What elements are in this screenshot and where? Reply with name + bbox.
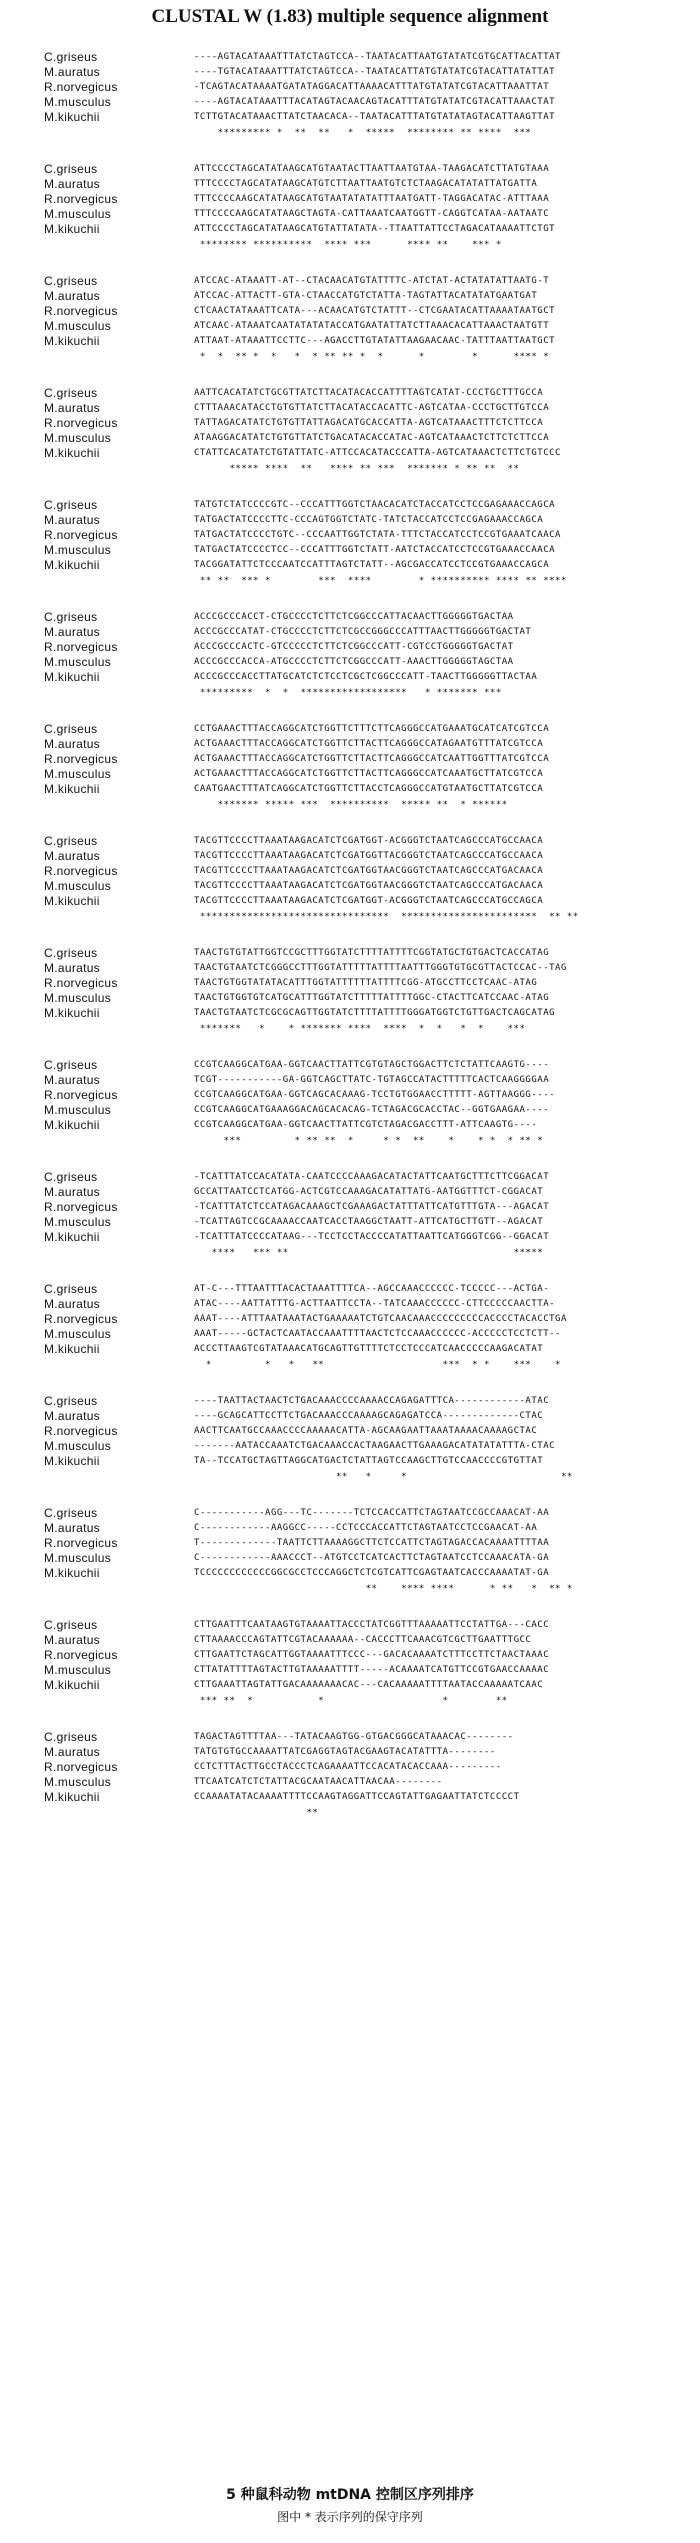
sequence-row	[44, 1730, 694, 1745]
sequence-row	[44, 1536, 694, 1551]
sequence-row	[44, 110, 694, 125]
sequence-row	[44, 334, 694, 349]
sequence-row	[44, 95, 694, 110]
alignment-block	[44, 1506, 694, 1598]
alignment-block	[44, 834, 694, 926]
sequence-text: C------------AAACCCT--ATGTCCTCATCACTTCTAGTAATCCTCCAAACATA-GA	[194, 1553, 550, 1563]
sequence-text: TAACTGTGGTATATACATTTGGTATTTTTTATTTTCGG-ATGCCTTCCTCAAC-ATAG	[194, 978, 538, 988]
species-name: M.auratus	[44, 1185, 101, 1199]
sequence-row	[44, 1327, 694, 1342]
sequence-text: TAACTGTAATCTCGCGCAGTTGGTATCTTTTATTTTGGGATGGTCTGTTGACTCAGCATAG	[194, 1008, 556, 1018]
figure-caption: 5 种鼠科动物 mtDNA 控制区序列排序	[226, 2487, 474, 2503]
alignment-title: CLUSTAL W (1.83) multiple sequence alignment	[151, 6, 549, 27]
alignment-block	[44, 722, 694, 814]
sequence-row	[44, 1409, 694, 1424]
sequence-row	[44, 1745, 694, 1760]
sequence-text: C------------AAGGCC-----CCTCCCACCATTCTAGTAATCCTCCGAACAT-AA	[194, 1523, 538, 1533]
sequence-text: ATTCCCCTAGCATATAAGCATGTATTATATA--TTAATTATTCCTAGACATAAAATTCTGT	[194, 224, 556, 234]
species-name: M.musculus	[44, 1103, 112, 1117]
species-name: M.kikuchii	[44, 222, 100, 236]
sequence-row	[44, 1230, 694, 1245]
sequence-text: ----AGTACATAAATTTATCTAGTCCA--TAATACATTAATGTATATCGTGCATTACATTAT	[194, 52, 561, 62]
sequence-row	[44, 1775, 694, 1790]
sequence-text: TTTCCCCAAGCATATAAGCTAGTA-CATTAAATCAATGGTT-CAGGTCATAA-AATAATC	[194, 209, 550, 219]
sequence-row	[44, 319, 694, 334]
sequence-text: ATAAGGACATATCTGTGTTATCTGACATACACCATAC-AGTCATAAACTCTTCTCTTCCA	[194, 433, 550, 443]
conservation-line: **	[194, 1808, 319, 1818]
alignment-block	[44, 386, 694, 478]
species-name: M.auratus	[44, 1073, 101, 1087]
species-name: M.musculus	[44, 95, 112, 109]
species-name: R.norvegicus	[44, 1312, 118, 1326]
species-name: M.musculus	[44, 1775, 112, 1789]
sequence-text: T-------------TAATTCTTAAAAGGCTTCTCCATTCTAGTAGACCACAAAATTTTAA	[194, 1538, 550, 1548]
sequence-text: AAAT-----GCTACTCAATACCAAATTTTAACTCTCCAAACCCCCC-ACCCCCTCCTCTT--	[194, 1329, 561, 1339]
sequence-text: TATGACTATCCCCTGTC--CCCAATTGGTCTATA-TTTCTACCATCCTCCGTGAAATCAACA	[194, 530, 561, 540]
sequence-text: CCGTCAAGGCATGAAAGGACAGCACACAG-TCTAGACGCACCTAC--GGTGAAGAA----	[194, 1105, 550, 1115]
sequence-text: CTTATATTTTAGTACTTGTAAAAATTTT-----ACAAAATCATGTTCCGTGAACCAAAAC	[194, 1665, 550, 1675]
sequence-text: ATCCAC-ATAAATT-AT--CTACAACATGTATTTTC-ATCTAT-ACTATATATTAATG-T	[194, 276, 550, 286]
sequence-text: ATCCAC-ATTACTT-GTA-CTAACCATGTCTATTA-TAGTATTACATATATGAATGAT	[194, 291, 538, 301]
sequence-text: TAACTGTGTATTGGTCCGCTTTGGTATCTTTTATTTTCGGTATGCTGTGACTCACCATAG	[194, 948, 550, 958]
sequence-row	[44, 1633, 694, 1648]
species-name: M.kikuchii	[44, 334, 100, 348]
sequence-row	[44, 1215, 694, 1230]
species-name: M.kikuchii	[44, 1566, 100, 1580]
sequence-row	[44, 222, 694, 237]
species-name: M.musculus	[44, 767, 112, 781]
alignment-block	[44, 50, 694, 142]
sequence-text: -------AATACCAAATCTGACAAACCACTAAGAACTTGAAAGACATATATATTTA-CTAC	[194, 1441, 556, 1451]
species-name: M.auratus	[44, 65, 101, 79]
species-name: R.norvegicus	[44, 416, 118, 430]
alignment-block	[44, 162, 694, 254]
species-name: C.griseus	[44, 162, 98, 176]
alignment-block	[44, 1170, 694, 1262]
sequence-text: TACGGATATTCTCCCAATCCATTTAGTCTATT--AGCGACCATCCTCCGTGAAACCAGCA	[194, 560, 550, 570]
alignment-block	[44, 946, 694, 1038]
species-name: R.norvegicus	[44, 192, 118, 206]
species-name: R.norvegicus	[44, 1760, 118, 1774]
sequence-row	[44, 401, 694, 416]
sequence-text: CCAAAATATACAAAATTTTCCAAGTAGGATTCCAGTATTGAGAATTATCTCCCCT	[194, 1792, 520, 1802]
sequence-row	[44, 446, 694, 461]
sequence-row	[44, 1282, 694, 1297]
sequence-text: TATGTCTATCCCCGTC--CCCATTTGGTCTAACACATCTACCATCCTCCGAGAAACCAGCA	[194, 500, 556, 510]
species-name: M.kikuchii	[44, 1118, 100, 1132]
sequence-text: ACTGAAACTTTACCAGGCATCTGGTTCTTACTTCAGGGCCATCAAATGCTTATCGTCCA	[194, 769, 544, 779]
conservation-line: ******************************** *********************** ** **	[194, 912, 579, 922]
sequence-row	[44, 1297, 694, 1312]
sequence-text: -TCATTTATCTCCATAGACAAAGCTCGAAAGACTATTTATTCATGTTTGTA---AGACAT	[194, 1202, 550, 1212]
alignment-block	[44, 1282, 694, 1374]
sequence-text: CTCAACTATAAATTCATA---ACAACATGTCTATTT--CTCGAATACATTAAAATAATGCT	[194, 306, 556, 316]
sequence-row	[44, 976, 694, 991]
sequence-row	[44, 1058, 694, 1073]
sequence-row	[44, 1551, 694, 1566]
conservation-line: ** ** *** * *** **** * ********** **** ** ****	[194, 576, 567, 586]
conservation-line: ** * * **	[194, 1472, 573, 1482]
sequence-row	[44, 722, 694, 737]
species-name: M.musculus	[44, 655, 112, 669]
species-name: M.kikuchii	[44, 782, 100, 796]
species-name: R.norvegicus	[44, 80, 118, 94]
sequence-row	[44, 304, 694, 319]
sequence-text: TTTCCCCTAGCATATAAGCATGTCTTAATTAATGTCTCTAAGACATATATTATGATTA	[194, 179, 538, 189]
sequence-row	[44, 1506, 694, 1521]
sequence-row	[44, 1663, 694, 1678]
species-name: M.auratus	[44, 1409, 101, 1423]
sequence-row	[44, 1103, 694, 1118]
sequence-text: TATGACTATCCCCTTC-CCCAGTGGTCTATC-TATCTACCATCCTCCGAGAAACCAGCA	[194, 515, 544, 525]
species-name: M.auratus	[44, 1297, 101, 1311]
sequence-text: CCTCTTTACTTGCCTACCCTCAGAAAATTCCACATACACCAAA---------	[194, 1762, 502, 1772]
figure-note: 图中 * 表示序列的保守序列	[277, 2510, 423, 2524]
sequence-row	[44, 1439, 694, 1454]
sequence-row	[44, 767, 694, 782]
conservation-line: ***** **** ** **** ** *** ******* * ** ** **	[194, 464, 520, 474]
sequence-text: CCGTCAAGGCATGAA-GGTCAACTTATTCGTCTAGACGACCTTT-ATTCAAGTG----	[194, 1120, 538, 1130]
sequence-text: TCGT-----------GA-GGTCAGCTTATC-TGTAGCCATACTTTTTCACTCAAGGGGAA	[194, 1075, 550, 1085]
sequence-row	[44, 1342, 694, 1357]
sequence-row	[44, 625, 694, 640]
species-name: M.auratus	[44, 737, 101, 751]
alignment-block	[44, 1058, 694, 1150]
sequence-text: CTTGAATTTCAATAAGTGTAAAATTACCCTATCGGTTTAAAAATTCCTATTGA---CACC	[194, 1620, 550, 1630]
sequence-row	[44, 610, 694, 625]
alignment-block	[44, 498, 694, 590]
species-name: M.auratus	[44, 625, 101, 639]
sequence-text: CAATGAACTTTATCAGGCATCTGGTTCTTACCTCAGGGCCATGTAATGCTTATCGTCCA	[194, 784, 544, 794]
species-name: M.auratus	[44, 1633, 101, 1647]
sequence-row	[44, 207, 694, 222]
conservation-line: *** * ** ** * * * ** * * * * ** *	[194, 1136, 544, 1146]
species-name: M.musculus	[44, 1551, 112, 1565]
species-name: M.auratus	[44, 401, 101, 415]
sequence-row	[44, 50, 694, 65]
alignment-block	[44, 1618, 694, 1710]
species-name: R.norvegicus	[44, 864, 118, 878]
sequence-row	[44, 1566, 694, 1581]
sequence-row	[44, 1760, 694, 1775]
sequence-row	[44, 961, 694, 976]
sequence-row	[44, 1454, 694, 1469]
sequence-row	[44, 1618, 694, 1633]
alignment-block	[44, 1394, 694, 1486]
alignment-block	[44, 1730, 694, 1822]
species-name: M.musculus	[44, 1663, 112, 1677]
sequence-row	[44, 752, 694, 767]
species-name: C.griseus	[44, 1618, 98, 1632]
species-name: C.griseus	[44, 1506, 98, 1520]
species-name: M.auratus	[44, 1745, 101, 1759]
sequence-text: TACGTTCCCCTTAAATAAGACATCTCGATGGTAACGGGTCTAATCAGCCCATGACAACA	[194, 881, 544, 891]
species-name: M.musculus	[44, 319, 112, 333]
species-name: R.norvegicus	[44, 1648, 118, 1662]
sequence-row	[44, 991, 694, 1006]
species-name: R.norvegicus	[44, 1088, 118, 1102]
sequence-text: CCGTCAAGGCATGAA-GGTCAGCACAAAG-TCCTGTGGAACCTTTTT-AGTTAAGGG----	[194, 1090, 556, 1100]
sequence-row	[44, 946, 694, 961]
sequence-text: TATGACTATCCCCTCC--CCCATTTGGTCTATT-AATCTACCATCCTCCGTGAAACCAACA	[194, 545, 556, 555]
species-name: C.griseus	[44, 1394, 98, 1408]
sequence-text: TACGTTCCCCTTAAATAAGACATCTCGATGGTTACGGGTCTAATCAGCCCATGCCAACA	[194, 851, 544, 861]
species-name: R.norvegicus	[44, 1424, 118, 1438]
species-name: C.griseus	[44, 498, 98, 512]
sequence-text: ATTCCCCTAGCATATAAGCATGTAATACTTAATTAATGTAA-TAAGACATCTTATGTAAA	[194, 164, 550, 174]
sequence-text: -TCATTTATCCCCATAAG---TCCTCCTACCCCATATTAATTCATGGGTCGG--GGACAT	[194, 1232, 550, 1242]
species-name: C.griseus	[44, 50, 98, 64]
sequence-row	[44, 1185, 694, 1200]
species-name: M.auratus	[44, 289, 101, 303]
sequence-text: CTATTCACATATCTGTATTATC-ATTCCACATACCCATTA-AGTCATAAACTCTTCTGTCCC	[194, 448, 561, 458]
alignment-block	[44, 274, 694, 366]
species-name: C.griseus	[44, 1730, 98, 1744]
sequence-row	[44, 1521, 694, 1536]
sequence-text: TAACTGTGGTGTCATGCATTTGGTATCTTTTTATTTTGGC-CTACTTCATCCAAC-ATAG	[194, 993, 550, 1003]
sequence-text: AACTTCAATGCCAAACCCCAAAAACATTA-AGCAAGAATTAAATAAAACAAAAGCTAC	[194, 1426, 538, 1436]
sequence-row	[44, 640, 694, 655]
sequence-text: TCCCCCCCCCCCCGGCGCCTCCCAGGCTCTCGTCATTCGAGTAATCACCCAAAATAT-GA	[194, 1568, 550, 1578]
sequence-row	[44, 498, 694, 513]
sequence-text: AT-C---TTTAATTTACACTAAATTTTCA--AGCCAAACCCCCC-TCCCCC---ACTGA-	[194, 1284, 550, 1294]
sequence-text: ACCCGCCCACTC-GTCCCCCTCTTCTCGGCCCATT-CGTCCTGGGGGTGACTAT	[194, 642, 514, 652]
sequence-text: ACCCGCCCATAT-CTGCCCCTCTTCTCGCCGGGCCCATTTAACTTGGGGGTGACTAT	[194, 627, 532, 637]
sequence-row	[44, 528, 694, 543]
species-name: M.kikuchii	[44, 894, 100, 908]
species-name: R.norvegicus	[44, 976, 118, 990]
sequence-text: ATAC----AATTATTTG-ACTTAATTCCTA--TATCAAACCCCCC-CTTCCCCCAACTTA-	[194, 1299, 556, 1309]
conservation-line: **** *** ** *****	[194, 1248, 544, 1258]
sequence-text: TAGACTAGTTTTAA---TATACAAGTGG-GTGACGGGCATAAACAC--------	[194, 1732, 514, 1742]
sequence-row	[44, 416, 694, 431]
sequence-row	[44, 386, 694, 401]
alignment-blocks	[44, 50, 694, 1842]
species-name: C.griseus	[44, 834, 98, 848]
species-name: M.musculus	[44, 879, 112, 893]
species-name: M.kikuchii	[44, 558, 100, 572]
sequence-text: ACCCGCCCACCTTATGCATCTCTCCTCGCTCGGCCCATT-TAACTTGGGGGTTACTAA	[194, 672, 538, 682]
sequence-row	[44, 543, 694, 558]
sequence-text: TACGTTCCCCTTAAATAAGACATCTCGATGGT-ACGGGTCTAATCAGCCCATGCCAACA	[194, 836, 544, 846]
sequence-text: CTTGAATTCTAGCATTGGTAAAATTTCCC---GACACAAAATCTTTCCTTCTAACTAAAC	[194, 1650, 550, 1660]
sequence-row	[44, 864, 694, 879]
sequence-row	[44, 1006, 694, 1021]
species-name: M.auratus	[44, 961, 101, 975]
sequence-text: ACCCGCCCACCT-CTGCCCCTCTTCTCGGCCCATTACAACTTGGGGGTGACTAA	[194, 612, 514, 622]
sequence-row	[44, 655, 694, 670]
sequence-row	[44, 1118, 694, 1133]
sequence-row	[44, 1200, 694, 1215]
sequence-row	[44, 1424, 694, 1439]
sequence-row	[44, 431, 694, 446]
sequence-text: TCTTGTACATAAACTTATCTAACACA--TAATACATTTATGTATATAGTACATTAAGTTAT	[194, 112, 556, 122]
species-name: M.musculus	[44, 1439, 112, 1453]
conservation-line: ********* * ** ** * ***** ******** ** **** ***	[194, 128, 532, 138]
sequence-text: TTTCCCCAAGCATATAAGCATGTAATATATATTTAATGATT-TAGGACATAC-ATTTAAA	[194, 194, 550, 204]
species-name: M.musculus	[44, 543, 112, 557]
species-name: M.kikuchii	[44, 446, 100, 460]
sequence-text: TATTAGACATATCTGTGTTATTAGACATGCACCATTA-AGTCATAAACTTTCTCTTCCA	[194, 418, 544, 428]
conservation-line: *** ** * * * **	[194, 1696, 508, 1706]
sequence-row	[44, 274, 694, 289]
species-name: M.kikuchii	[44, 1454, 100, 1468]
species-name: M.kikuchii	[44, 1678, 100, 1692]
sequence-row	[44, 879, 694, 894]
species-name: M.musculus	[44, 431, 112, 445]
sequence-row	[44, 670, 694, 685]
sequence-row	[44, 1678, 694, 1693]
conservation-line: ********* * * ****************** * ******* ***	[194, 688, 502, 698]
sequence-text: AAAT----ATTTAATAAATACTGAAAAATCTGTCAACAAACCCCCCCCCACCCCTACACCTGA	[194, 1314, 567, 1324]
sequence-text: AATTCACATATCTGCGTTATCTTACATACACCATTTTAGTCATAT-CCCTGCTTTGCCA	[194, 388, 544, 398]
alignment-block	[44, 610, 694, 702]
sequence-row	[44, 834, 694, 849]
species-name: M.auratus	[44, 1521, 101, 1535]
sequence-row	[44, 894, 694, 909]
species-name: R.norvegicus	[44, 1200, 118, 1214]
species-name: M.auratus	[44, 513, 101, 527]
sequence-text: ----AGTACATAAATTTACATAGTACAACAGTACATTTATGTATATCGTACATTAAACTAT	[194, 97, 556, 107]
sequence-text: CTTGAAATTAGTATTGACAAAAAAACAC---CACAAAAATTTTAATACCAAAAATCAAC	[194, 1680, 544, 1690]
sequence-row	[44, 1648, 694, 1663]
sequence-row	[44, 1790, 694, 1805]
species-name: M.musculus	[44, 991, 112, 1005]
species-name: M.musculus	[44, 1327, 112, 1341]
species-name: R.norvegicus	[44, 1536, 118, 1550]
species-name: C.griseus	[44, 1282, 98, 1296]
species-name: M.kikuchii	[44, 1790, 100, 1804]
sequence-text: CTTAAAACCCAGTATTCGTACAAAAAA--CACCCTTCAAACGTCGCTTGAATTTGCC	[194, 1635, 532, 1645]
sequence-row	[44, 1312, 694, 1327]
conservation-line: * * * ** *** * * *** *	[194, 1360, 561, 1370]
sequence-text: CTTTAAACATACCTGTGTTATCTTACATACCACATTC-AGTCATAA-CCCTGCTTGTCCA	[194, 403, 550, 413]
conservation-line: * * ** * * * * ** ** * * * * **** *	[194, 352, 550, 362]
species-name: C.griseus	[44, 386, 98, 400]
species-name: M.kikuchii	[44, 110, 100, 124]
conservation-line: ******* ***** *** ********** ***** ** * ******	[194, 800, 508, 810]
sequence-text: C-----------AGG---TC-------TCTCCACCATTCTAGTAATCCGCCAAACAT-AA	[194, 1508, 550, 1518]
sequence-text: ATCAAC-ATAAATCAATATATATACCATGAATATTATCTTAAACACATTAAACTAATGTT	[194, 321, 550, 331]
sequence-text: ----GCAGCATTCCTTCTGACAAACCCAAAAGCAGAGATCCA-------------CTAC	[194, 1411, 544, 1421]
species-name: R.norvegicus	[44, 640, 118, 654]
sequence-row	[44, 80, 694, 95]
sequence-text: ACTGAAACTTTACCAGGCATCTGGTTCTTACTTCAGGGCCATCAATTGGTTTATCGTCCA	[194, 754, 550, 764]
sequence-text: TACGTTCCCCTTAAATAAGACATCTCGATGGTAACGGGTCTAATCAGCCCATGACAACA	[194, 866, 544, 876]
species-name: M.kikuchii	[44, 1230, 100, 1244]
sequence-text: -TCATTAGTCCGCAAAACCAATCACCTAAGGCTAATT-ATTCATGCTTGTT--AGACAT	[194, 1217, 544, 1227]
species-name: C.griseus	[44, 1170, 98, 1184]
sequence-row	[44, 1394, 694, 1409]
sequence-text: ACTGAAACTTTACCAGGCATCTGGTTCTTACTTCAGGGCCATAGAATGTTTATCGTCCA	[194, 739, 544, 749]
sequence-row	[44, 289, 694, 304]
conservation-line: ******** ********** **** *** **** ** *** *	[194, 240, 502, 250]
sequence-row	[44, 1073, 694, 1088]
sequence-row	[44, 849, 694, 864]
sequence-text: -TCAGTACATAAAATGATATAGGACATTAAAACATTTATGTATATCGTACATTAAATTAT	[194, 82, 550, 92]
sequence-row	[44, 177, 694, 192]
sequence-row	[44, 1088, 694, 1103]
sequence-text: -TCATTTATCCACATATA-CAATCCCCAAAGACATACTATTCAATGCTTTCTTCGGACAT	[194, 1172, 550, 1182]
species-name: M.auratus	[44, 849, 101, 863]
species-name: M.kikuchii	[44, 1006, 100, 1020]
sequence-text: CCTGAAACTTTACCAGGCATCTGGTTCTTTCTTCAGGGCCATGAAATGCATCATCGTCCA	[194, 724, 550, 734]
sequence-text: TA--TCCATGCTAGTTAGGCATGACTCTATTAGTCCAAGCTTGTCCAACCCCGTGTTAT	[194, 1456, 544, 1466]
sequence-text: ACCCTTAAGTCGTATAAACATGCAGTTGTTTTCTCCTCCCATCAACCCCCAAGACATAT	[194, 1344, 544, 1354]
sequence-text: TATGTGTGCCAAAATTATCGAGGTAGTACGAAGTACATATTTA--------	[194, 1747, 496, 1757]
conservation-line: ** **** **** * ** * ** *	[194, 1584, 573, 1594]
sequence-row	[44, 513, 694, 528]
sequence-row	[44, 782, 694, 797]
sequence-text: ATTAAT-ATAAATTCCTTC---AGACCTTGTATATTAAGAACAAC-TATTTAATTAATGCT	[194, 336, 556, 346]
conservation-line: ******* * * ******* **** **** * * * * ***	[194, 1024, 526, 1034]
sequence-row	[44, 558, 694, 573]
sequence-row	[44, 162, 694, 177]
sequence-text: TACGTTCCCCTTAAATAAGACATCTCGATGGT-ACGGGTCTAATCAGCCCATGCCAGCA	[194, 896, 544, 906]
sequence-row	[44, 737, 694, 752]
sequence-row	[44, 192, 694, 207]
species-name: C.griseus	[44, 1058, 98, 1072]
sequence-text: CCGTCAAGGCATGAA-GGTCAACTTATTCGTGTAGCTGGACTTCTCTATTCAAGTG----	[194, 1060, 550, 1070]
species-name: M.musculus	[44, 207, 112, 221]
species-name: C.griseus	[44, 610, 98, 624]
sequence-text: TTCAATCATCTCTATTACGCAATAACATTAACAA--------	[194, 1777, 443, 1787]
species-name: R.norvegicus	[44, 304, 118, 318]
sequence-text: GCCATTAATCCTCATGG-ACTCGTCCAAAGACATATTATG-AATGGTTTCT-CGGACAT	[194, 1187, 544, 1197]
species-name: R.norvegicus	[44, 528, 118, 542]
species-name: M.auratus	[44, 177, 101, 191]
sequence-text: ----TGTACATAAATTTATCTAGTCCA--TAATACATTATGTATATCGTACATTATATTAT	[194, 67, 556, 77]
species-name: C.griseus	[44, 722, 98, 736]
sequence-row	[44, 1170, 694, 1185]
species-name: M.kikuchii	[44, 670, 100, 684]
sequence-text: ACCCGCCCACCA-ATGCCCCTCTTCTCGGCCCATT-AAACTTGGGGGTAGCTAA	[194, 657, 514, 667]
species-name: C.griseus	[44, 946, 98, 960]
species-name: M.musculus	[44, 1215, 112, 1229]
sequence-row	[44, 65, 694, 80]
species-name: R.norvegicus	[44, 752, 118, 766]
species-name: M.kikuchii	[44, 1342, 100, 1356]
species-name: C.griseus	[44, 274, 98, 288]
sequence-text: ----TAATTACTAACTCTGACAAACCCCAAAACCAGAGATTTCA------------ATAC	[194, 1396, 550, 1406]
sequence-text: TAACTGTAATCTCGGGCCTTTGGTATTTTTATTTTAATTTGGGTGTGCGTTACTCCAC--TAG	[194, 963, 567, 973]
